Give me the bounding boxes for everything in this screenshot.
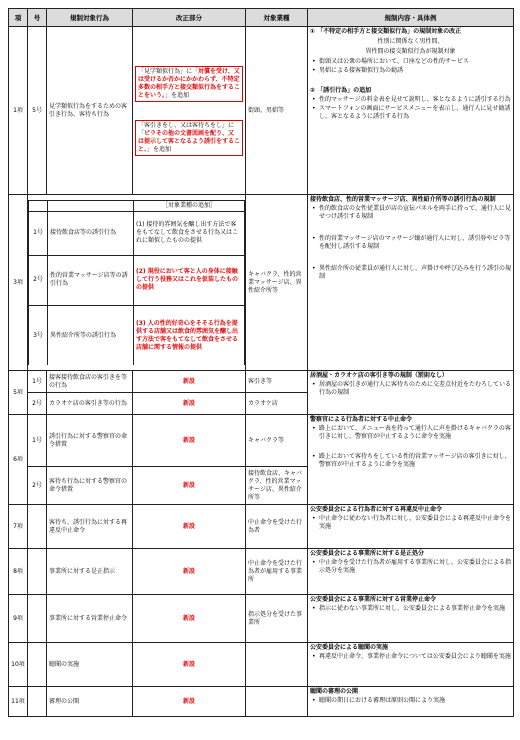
row-7 (9, 505, 514, 549)
content-list (310, 605, 511, 613)
act-cell: 聴聞の実施 (47, 643, 133, 687)
header-no: 号 (28, 9, 47, 27)
act-cell: 誘引行為に対する警察官の命令措置 (47, 415, 133, 467)
regulation-table (8, 8, 514, 717)
no-cell: 1号 (28, 371, 47, 393)
no-cell: 3号 (29, 305, 48, 365)
act-cell: 事業所に対する是正指示 (47, 549, 133, 595)
industry-cell: 中止命令を受けた行為者が雇用する事業所 (246, 549, 308, 595)
nested-cell (28, 195, 246, 371)
header-row (9, 9, 514, 27)
content-cell (308, 643, 514, 687)
change-cell: 新設 (133, 643, 246, 687)
item-cell: 1項 (9, 27, 28, 195)
content-list (310, 653, 511, 661)
change-cell: 新設 (133, 549, 246, 595)
content-list (310, 697, 511, 705)
content-cell (308, 27, 514, 195)
change-a-red: 対償を受け、又は受けるか否かにかかわらず、不特定多数の相手方と接交類似行為をすることをいう。 (138, 67, 241, 99)
nested-row (29, 211, 245, 255)
content-list (310, 58, 511, 75)
industry-cell: カラオケ店 (246, 393, 308, 415)
content-cell (308, 687, 514, 717)
act-cell: 事業所に対する営業停止命令 (47, 595, 133, 643)
row-3 (9, 195, 514, 371)
change-no: (3) (136, 319, 146, 327)
list-item: • 男娼による接客類似行為の勧誘 (310, 67, 511, 75)
content-list (310, 381, 511, 397)
section-title: ① 「不特定の相手方と接交類似行為」の規制対象の改正 (310, 28, 462, 35)
change-cell: 新設 (133, 371, 246, 393)
change-cell: 新設 (133, 467, 246, 505)
row-6a (9, 415, 514, 467)
act-cell: 客待ち、誘引行為に対する再違反中止命令 (47, 505, 133, 549)
sub-line: 異性間の接交類似行為が規制対象 (365, 48, 456, 55)
change-a-post: 」を追加 (165, 91, 190, 99)
header-industry: 対象業種 (246, 9, 308, 27)
item-cell: 6項 (9, 415, 28, 505)
change-cell: 新設 (133, 687, 246, 717)
content-cell (308, 549, 514, 595)
list-item: • 聴聞の期日における審理は原則公開により実施 (310, 697, 511, 705)
change-text: 現役において客と人の身体に接触して行う役務又はこれを仮装したものの提供 (136, 268, 239, 292)
row-9 (9, 595, 514, 643)
act-cell: 性的営業マッサージ店等の誘引行為 (48, 255, 134, 305)
list-item: • 路上において、メニュー表を持って通行人に声を掛けるキャバクラの客引きに対し、警察官が中止するように命令を実施 (310, 425, 511, 441)
act-cell: 接客接待飲食店の客引きを等の行為 (47, 371, 133, 393)
content-list (310, 425, 511, 469)
list-item: • 異性紹介所の従業員が通行人に対し、声掛けや呼び込みを行う誘引の規制 (310, 265, 511, 281)
section-title-text: 「不特定の相手方と接交類似行為」の規制対象の改正 (317, 28, 462, 35)
content-cell (308, 595, 514, 643)
change-cell: 新設 (133, 415, 246, 467)
section-title: 公安委員会による聴聞の実施 (310, 644, 389, 651)
list-item: • 再違反中止命令、事業停止命令については公安委員会により聴聞を実施 (310, 653, 511, 661)
content-cell (308, 505, 514, 549)
no-cell: 1号 (29, 211, 48, 255)
item-cell: 11項 (9, 687, 28, 717)
change-no: (2) (136, 268, 146, 276)
change-cell (133, 27, 246, 195)
content-cell (308, 195, 514, 371)
list-item: • 路上において客待ちをしている性的営業マッサージ店の客引きに対し、警察官が中止するように命令を実施 (310, 453, 511, 469)
change-cell: 新設 (133, 393, 246, 415)
row-11 (9, 687, 514, 717)
change-no: (1) (136, 221, 145, 229)
content-cell (308, 371, 514, 415)
change-text: 人の性的好奇心をそそる行為を提供する店舗又は飲食的雰囲気を醸し出す方法で客をもてなして飲食をさせる店舗に関する情報の提供 (136, 319, 239, 351)
change-text: 接待的雰囲気を醸し出す方法で客をもてなして飲食をさせる行為又はこれに類似したものの提供 (136, 221, 239, 245)
section-title: 聴聞の審理の公開 (310, 688, 359, 695)
industry-cell: 接待飲食店、キャバクラ、性的営業マッサージ店、異性紹介所等 (246, 467, 308, 505)
list-item: • 性的マッサージの料金表を見せて説明し、客となるように誘引する行為 (310, 96, 511, 104)
list-item: • 居酒屋の客引きが通行人に客待ちのために交差点付近をたむろしている行為の規制 (310, 381, 511, 397)
no-cell: 2号 (28, 467, 47, 505)
section-title: 公安委員会による行為者に対する再違反中止命令 (310, 506, 443, 513)
item-cell: 3項 (9, 195, 28, 371)
header-content: 規制内容・具体例 (308, 9, 514, 27)
row-10 (9, 643, 514, 687)
list-item: • 性的営業マッサージ店のマッサージ嬢が通行人に対し、誘引券やビラ等を配付し誘引する規制 (310, 235, 511, 251)
section-title: 警察官による行為者に対する中止命令 (310, 416, 413, 423)
list-item: • 中止命令に従わない行為者に対し、公安委員会による再違反中止命令を実施 (310, 515, 511, 531)
row-5a (9, 371, 514, 393)
change-b-red: ビラその他の文書図画を配り、又は提示して客となるよう誘引をすること、 (138, 129, 241, 153)
sub-line: 性別に関係なく男性間、 (377, 38, 444, 45)
industry-cell: 街頭、男娼等 (246, 27, 308, 195)
list-item: • 中止命令を受けた行為者が雇用する事業所に対し、公安委員会による指示処分を実施 (310, 559, 511, 575)
content-list (310, 515, 511, 531)
content-list (310, 559, 511, 575)
change-cell (134, 255, 245, 305)
industry-cell: 客引き等 (246, 371, 308, 393)
act-cell: 見学類似行為をするための客引き行為、客待ち行為 (47, 27, 133, 195)
list-item: • スマートフォンの画面にサービスメニューを表示し、通行人に見せ勧誘し、客となるように誘引する行為 (310, 105, 511, 121)
change-a-pre: 「見学類似行為」に「 (138, 67, 199, 75)
nested-table (28, 200, 245, 366)
item-cell: 7項 (9, 505, 28, 549)
header-change: 改正部分 (133, 9, 246, 27)
nested-title: ［対象業種の追加］ (134, 200, 245, 211)
nested-row (29, 255, 245, 305)
no-cell: 2号 (28, 393, 47, 415)
change-b-post: 」を追加 (147, 145, 172, 153)
industry-cell: 指示処分を受けた事業所 (246, 595, 308, 643)
content-list (310, 205, 511, 281)
industry-cell: キャバクラ、性的営業マッサージ店、異性紹介所等 (246, 195, 308, 371)
industry-cell: 中止命令を受けた行為者 (246, 505, 308, 549)
header-item: 項 (9, 9, 28, 27)
list-item: • 街頭又は公衆の場所において、口座などの性的サービス (310, 58, 511, 66)
change-b (135, 120, 243, 156)
act-cell: 客待ち行為に対する警察官の命令措置 (47, 467, 133, 505)
header-act: 規制対象行為 (47, 9, 133, 27)
change-cell: 新設 (133, 505, 246, 549)
change-a (135, 66, 243, 102)
list-item: • 指示に従わない事業所に対し、公安委員会による事業停止命令を実施 (310, 605, 511, 613)
no-cell: 2号 (29, 255, 48, 305)
nested-row (29, 305, 245, 365)
change-cell: 新設 (133, 595, 246, 643)
industry-cell: キャバクラ等 (246, 415, 308, 467)
item-cell: 5項 (9, 371, 28, 415)
section-title: 接待飲食店、性的営業マッサージ店、異性紹介所等の誘引行為の規制 (310, 196, 496, 203)
change-b-pre: 「客引きをし、又は客待ちをし」に「 (138, 121, 235, 137)
section-title-text: 「誘引行為」の追加 (317, 87, 372, 94)
act-cell: 審理の公開 (47, 687, 133, 717)
act-cell: カラオケ店の客引き等の行為 (47, 393, 133, 415)
row-1 (9, 27, 514, 195)
section-title: 公安委員会による事業所に対する営業停止命令 (310, 596, 437, 603)
section-title: 居酒屋・カラオケ店の客引き等の規制（罰則なし） (310, 372, 448, 379)
content-list (310, 96, 511, 121)
list-item: • 性的飲食店の女性従業員が店の宣伝パネルを両手に持って、通行人に見せつけ誘引する規制 (310, 205, 511, 221)
item-cell: 10項 (9, 643, 28, 687)
item-cell: 8項 (9, 549, 28, 595)
change-cell (134, 211, 245, 255)
act-cell: 接待飲食店等の誘引行為 (48, 211, 134, 255)
nested-title-row (29, 200, 245, 211)
section-title: ② 「誘引行為」の追加 (310, 87, 372, 94)
change-cell (134, 305, 245, 365)
row-8 (9, 549, 514, 595)
section-title: 公安委員会による事業所に対する是正処分 (310, 550, 425, 557)
act-cell: 異性紹介所等の誘引行為 (48, 305, 134, 365)
no-cell: 5号 (28, 27, 47, 195)
content-cell (308, 415, 514, 505)
no-cell: 1号 (28, 415, 47, 467)
item-cell: 9項 (9, 595, 28, 643)
